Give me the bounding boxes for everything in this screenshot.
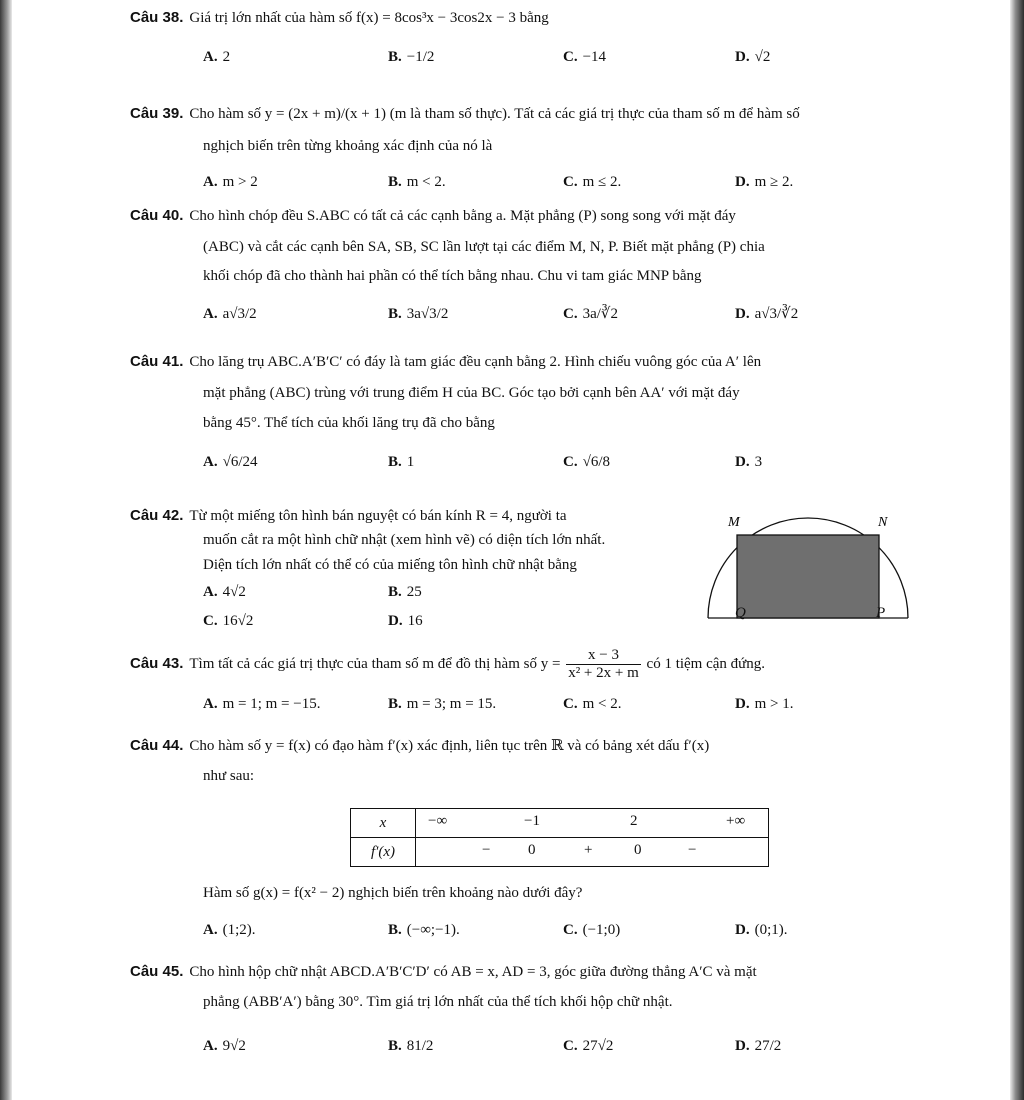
option-b: B. −1/2 [388, 49, 435, 65]
label-m: M [728, 515, 740, 530]
question-text-line3: Hàm số g(x) = f(x² − 2) nghịch biến trên khoảng nào dưới đây? [203, 885, 583, 901]
question-39 [130, 104, 800, 124]
question-text: Cho hình hộp chữ nhật ABCD.A′B′C′D′ có AB = x, AD = 3, góc giữa đường thẳng A′C và mặt [189, 964, 757, 980]
question-number: Câu 44. [130, 737, 184, 754]
option-c: C. m < 2. [563, 696, 622, 712]
option-c: C. √6/8 [563, 454, 610, 470]
option-d: D. √2 [735, 49, 771, 65]
question-38 [130, 8, 549, 28]
question-text-line2: phẳng (ABB′A′) bằng 30°. Tìm giá trị lớn nhất của thể tích khối hộp chữ nhật. [203, 994, 673, 1010]
option-d: D. m > 1. [735, 696, 794, 712]
option-b: B. m < 2. [388, 174, 446, 190]
question-number: Câu 43. [130, 655, 184, 672]
option-a: A. 9√2 [203, 1038, 246, 1054]
table-row [351, 838, 769, 867]
question-40 [130, 206, 736, 226]
question-number: Câu 45. [130, 963, 184, 980]
question-text-line3: Diện tích lớn nhất có thể có của miếng tôn hình chữ nhật bằng [203, 557, 577, 573]
question-text-line2: như sau: [203, 768, 255, 784]
x-values: −∞ −1 2 +∞ [416, 809, 769, 838]
question-number: Câu 42. [130, 507, 184, 524]
option-a: A. m > 2 [203, 174, 258, 190]
option-d: D. m ≥ 2. [735, 174, 794, 190]
option-a: A. √6/24 [203, 454, 258, 470]
question-text-post: có 1 tiệm cận đứng. [646, 656, 766, 672]
question-number: Câu 40. [130, 207, 184, 224]
row-label-x: x [351, 809, 416, 838]
question-number: Câu 41. [130, 353, 184, 370]
option-a: A. (1;2). [203, 922, 256, 938]
option-c: C. (−1;0) [563, 922, 621, 938]
question-text: Tìm tất cả các giá trị thực của tham số m để đồ thị hàm số y = [189, 656, 561, 672]
question-text-line2: mặt phẳng (ABC) trùng với trung điểm H của BC. Góc tạo bởi cạnh bên AA′ với mặt đáy [203, 385, 740, 401]
option-b: B. 1 [388, 454, 415, 470]
option-c: C. 27√2 [563, 1038, 614, 1054]
option-d: D. 16 [388, 613, 423, 629]
option-c: C. 3a/∛2 [563, 306, 618, 322]
option-d: D. 27/2 [735, 1038, 782, 1054]
label-q: Q [735, 605, 746, 621]
question-44 [130, 736, 709, 756]
option-d: D. (0;1). [735, 922, 788, 938]
option-c: C. m ≤ 2. [563, 174, 622, 190]
question-text: Cho hàm số y = (2x + m)/(x + 1) (m là tham số thực). Tất cả các giá trị thực của tham số m để hàm số [189, 106, 800, 122]
option-a: A. 2 [203, 49, 231, 65]
option-d: D. a√3/∛2 [735, 306, 799, 322]
left-frame-edge [0, 0, 12, 1100]
question-41 [130, 352, 761, 372]
question-text: Từ một miếng tôn hình bán nguyệt có bán kính R = 4, người ta [189, 508, 567, 524]
option-c: C. −14 [563, 49, 607, 65]
right-frame-edge [1010, 0, 1024, 1100]
question-number: Câu 39. [130, 105, 184, 122]
question-text-line2: nghịch biến trên từng khoảng xác định của nó là [203, 138, 493, 154]
question-45 [130, 962, 757, 982]
option-b: B. 3a√3/2 [388, 306, 449, 322]
question-text-line3: bằng 45°. Thể tích của khối lăng trụ đã cho bằng [203, 415, 495, 431]
question-number: Câu 38. [130, 9, 184, 26]
option-d: D. 3 [735, 454, 763, 470]
function-fraction: $\frac{x - 3}{\text{x² + 2x + m}}$ [568, 647, 639, 682]
sign-table [350, 808, 769, 867]
question-text-line2: (ABC) và cắt các cạnh bên SA, SB, SC lần lượt tại các điểm M, N, P. Biết mặt phẳng (P) chia [203, 239, 765, 255]
option-a: A. m = 1; m = −15. [203, 696, 321, 712]
label-n: N [878, 515, 888, 530]
question-text: Giá trị lớn nhất của hàm số f(x) = 8cos³x − 3cos2x − 3 bằng [189, 10, 549, 26]
question-text-line2: muốn cắt ra một hình chữ nhật (xem hình vẽ) có diện tích lớn nhất. [203, 532, 606, 548]
option-b: B. m = 3; m = 15. [388, 696, 497, 712]
option-a: A. a√3/2 [203, 306, 257, 322]
question-43 [130, 644, 765, 684]
option-b: B. (−∞;−1). [388, 922, 460, 938]
option-b: B. 25 [388, 584, 422, 600]
question-text: Cho hàm số y = f(x) có đạo hàm f′(x) xác định, liên tục trên ℝ và có bảng xét dấu f′(x) [189, 738, 710, 754]
inscribed-rectangle [737, 535, 879, 618]
question-42 [130, 506, 567, 526]
question-text: Cho lăng trụ ABC.A′B′C′ có đáy là tam giác đều cạnh bằng 2. Hình chiếu vuông góc của A′ lên [189, 354, 762, 370]
table-row [351, 809, 769, 838]
option-c: C. 16√2 [203, 613, 254, 629]
option-a: A. 4√2 [203, 584, 246, 600]
question-text: Cho hình chóp đều S.ABC có tất cả các cạnh bằng a. Mặt phẳng (P) song song với mặt đáy [189, 208, 736, 224]
sign-values: − 0 + 0 − [416, 838, 769, 867]
row-label-fprime: f′(x) [351, 838, 416, 867]
option-b: B. 81/2 [388, 1038, 434, 1054]
question-text-line3: khối chóp đã cho thành hai phần có thể tích bằng nhau. Chu vi tam giác MNP bằng [203, 268, 702, 284]
label-p: P [876, 605, 886, 621]
